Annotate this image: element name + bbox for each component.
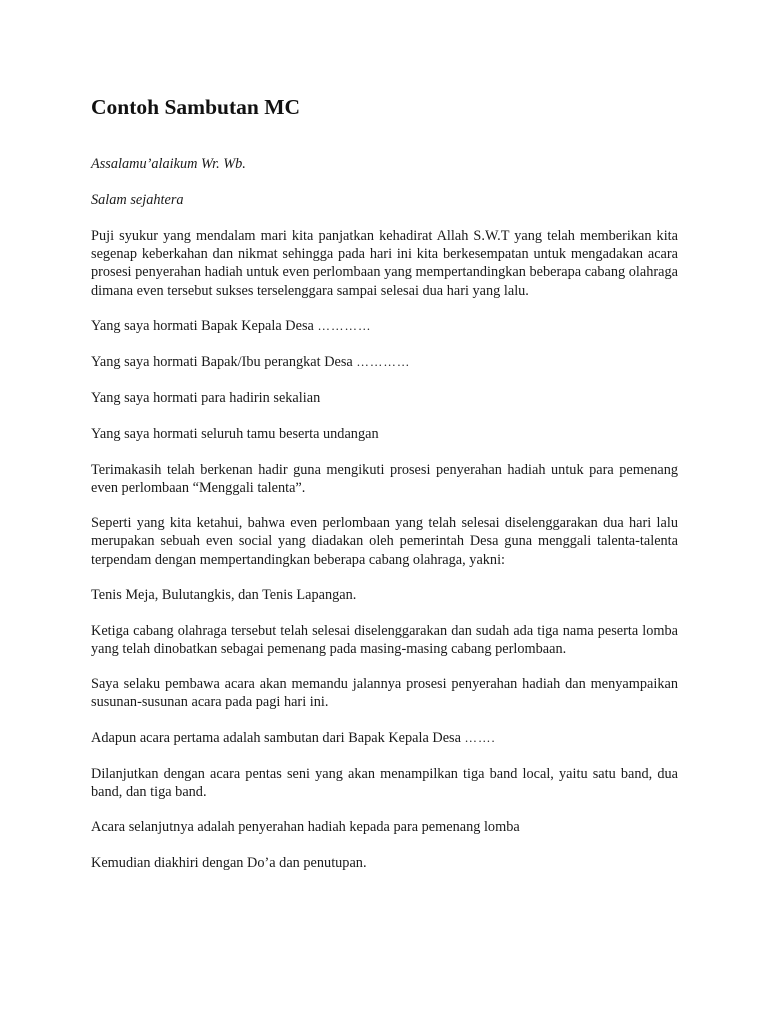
placeholder-dots: ……. xyxy=(464,730,496,745)
document-page xyxy=(91,92,678,890)
paragraph-thanks: Terimakasih telah berkenan hadir guna mengikuti prosesi penyerahan hadiah untuk para pemenang even perlombaan “Menggali talenta”. xyxy=(91,461,678,497)
paragraph-closing: Kemudian diakhiri dengan Do’a dan penutupan. xyxy=(91,855,367,872)
honor-tamu: Yang saya hormati seluruh tamu beserta undangan xyxy=(91,425,379,442)
honor-kepala-desa-text: Yang saya hormati Bapak Kepala Desa xyxy=(91,317,318,334)
greeting-sejahtera: Salam sejahtera xyxy=(91,192,184,208)
greeting-salam: Assalamu’alaikum Wr. Wb. xyxy=(91,156,246,172)
paragraph-opening: Puji syukur yang mendalam mari kita panjatkan kehadirat Allah S.W.T yang telah memberikan kita segenap keberkahan dan nikmat sehingga pada hari ini kita berkesempatan untuk mengadakan acara prosesi penyerahan hadiah untuk even perlombaan yang mempertandingkan beberapa cabang olahraga dimana even tersebut sukses terselenggara sampai selesai dua hari yang lalu. xyxy=(91,228,678,299)
honor-kepala-desa xyxy=(91,317,678,336)
document-title: Contoh Sambutan MC xyxy=(91,95,301,119)
first-agenda-text: Adapun acara pertama adalah sambutan dari Bapak Kepala Desa xyxy=(91,729,465,746)
paragraph-sports-list: Tenis Meja, Bulutangkis, dan Tenis Lapangan. xyxy=(91,586,357,603)
honor-hadirin: Yang saya hormati para hadirin sekalian xyxy=(91,389,321,406)
honor-perangkat-desa-text: Yang saya hormati Bapak/Ibu perangkat Desa xyxy=(91,353,357,370)
paragraph-winners: Ketiga cabang olahraga tersebut telah selesai diselenggarakan dan sudah ada tiga nama peserta lomba yang telah dinobatkan sebagai pemenang pada masing-masing cabang perlombaan. xyxy=(91,622,678,658)
paragraph-host-role: Saya selaku pembawa acara akan memandu jalannya prosesi penyerahan hadiah dan menyampaikan susunan-susunan acara pada pagi hari ini. xyxy=(91,676,678,711)
placeholder-dots: ………… xyxy=(317,318,372,333)
paragraph-first-agenda xyxy=(91,729,678,748)
placeholder-dots: ………… xyxy=(356,354,411,369)
honor-perangkat-desa xyxy=(91,353,678,372)
paragraph-event-info: Seperti yang kita ketahui, bahwa even perlombaan yang telah selesai diselenggarakan dua hari lalu merupakan sebuah even social yang diadakan oleh pemerintah Desa guna menggali talenta-talenta terpendam dengan mempertandingkan beberapa cabang olahraga, yakni: xyxy=(91,515,678,568)
paragraph-prize-handover: Acara selanjutnya adalah penyerahan hadiah kepada para pemenang lomba xyxy=(91,819,520,836)
paragraph-art-show: Dilanjutkan dengan acara pentas seni yang akan menampilkan tiga band local, yaitu satu band, dua band, dan tiga band. xyxy=(91,765,678,800)
